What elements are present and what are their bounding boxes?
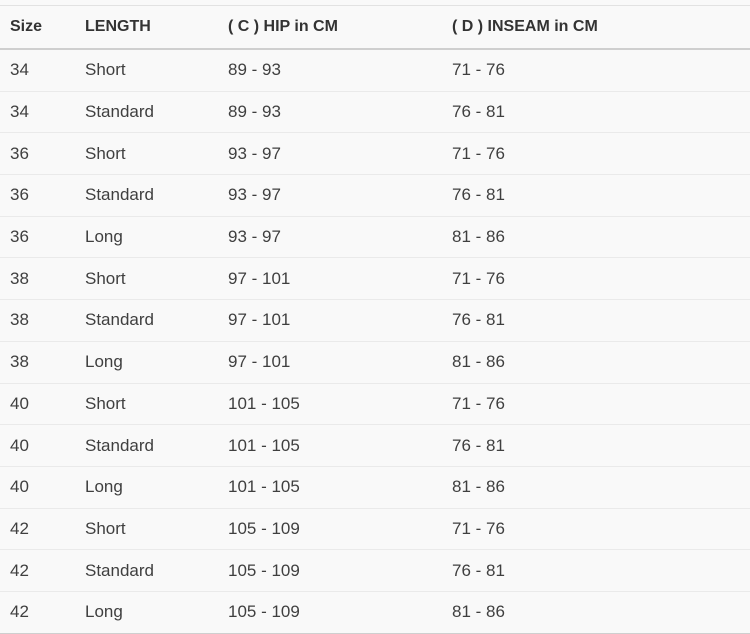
- cell-inseam: 76 - 81: [442, 550, 750, 592]
- table-row: [0, 258, 750, 300]
- cell-size: 36: [0, 216, 75, 258]
- cell-length: Short: [75, 49, 218, 91]
- cell-size: 40: [0, 383, 75, 425]
- cell-size: 42: [0, 508, 75, 550]
- table-row: [0, 49, 750, 91]
- table-header: [0, 6, 750, 50]
- cell-length: Standard: [75, 550, 218, 592]
- cell-length: Short: [75, 133, 218, 175]
- cell-inseam: 81 - 86: [442, 216, 750, 258]
- cell-size: 42: [10, 602, 29, 622]
- cell-hip: 101 - 105: [218, 425, 442, 467]
- header-size: Size: [0, 6, 75, 50]
- cell-hip: 105 - 109: [218, 550, 442, 592]
- cell-hip: 89 - 93: [218, 91, 442, 133]
- cell-size: 40: [0, 466, 75, 508]
- size-chart-table: [0, 5, 750, 634]
- table-row: [0, 508, 750, 550]
- cell-inseam: 81 - 86: [442, 466, 750, 508]
- cell-size: 40: [0, 425, 75, 467]
- table-row: [0, 425, 750, 467]
- cell-inseam: 71 - 76: [442, 508, 750, 550]
- table-body: [0, 49, 750, 634]
- cell-length: Long: [75, 466, 218, 508]
- cell-inseam: 76 - 81: [442, 300, 750, 342]
- table-row: [0, 91, 750, 133]
- cell-size: 34: [0, 91, 75, 133]
- header-row: [0, 6, 750, 50]
- cell-inseam: 71 - 76: [442, 383, 750, 425]
- cell-inseam: 81 - 86: [442, 341, 750, 383]
- cell-hip: 89 - 93: [218, 49, 442, 91]
- table-row: [0, 216, 750, 258]
- cell-hip: 101 - 105: [218, 383, 442, 425]
- cell-hip: 97 - 101: [218, 258, 442, 300]
- cell-hip: 97 - 101: [218, 300, 442, 342]
- cell-length: Short: [75, 383, 218, 425]
- cell-size: 42: [0, 550, 75, 592]
- cell-size: 34: [0, 49, 75, 91]
- cell-size: 38: [0, 258, 75, 300]
- cell-length: Short: [75, 508, 218, 550]
- cell-inseam: 71 - 76: [442, 49, 750, 91]
- cell-length: Standard: [75, 425, 218, 467]
- cell-length: Standard: [75, 300, 218, 342]
- cell-hip: 93 - 97: [218, 133, 442, 175]
- header-inseam: ( D ) INSEAM in CM: [442, 6, 750, 50]
- header-hip: ( C ) HIP in CM: [218, 6, 442, 50]
- table-row: [0, 591, 750, 633]
- table-row: [0, 341, 750, 383]
- table-row: [0, 133, 750, 175]
- cell-length: Long: [75, 216, 218, 258]
- cell-hip: 93 - 97: [218, 216, 442, 258]
- cell-size: 36: [0, 175, 75, 217]
- table-row: [0, 466, 750, 508]
- cell-size: 36: [0, 133, 75, 175]
- cell-hip: 93 - 97: [218, 175, 442, 217]
- cell-inseam: 71 - 76: [442, 258, 750, 300]
- table-row: [0, 175, 750, 217]
- cell-inseam: 71 - 76: [442, 133, 750, 175]
- cell-length: Long: [75, 341, 218, 383]
- cell-hip: 97 - 101: [218, 341, 442, 383]
- cell-length: Standard: [75, 91, 218, 133]
- cell-hip: 101 - 105: [218, 466, 442, 508]
- header-length: LENGTH: [75, 6, 218, 50]
- cell-length: Short: [75, 258, 218, 300]
- cell-inseam: 76 - 81: [442, 175, 750, 217]
- table-row: [0, 383, 750, 425]
- cell-length: Long: [85, 602, 123, 622]
- table-row: [0, 550, 750, 592]
- cell-hip: 105 - 109: [228, 602, 300, 622]
- cell-length: Standard: [75, 175, 218, 217]
- cell-inseam: 76 - 81: [442, 425, 750, 467]
- cell-inseam: 76 - 81: [442, 91, 750, 133]
- cell-size: 38: [0, 341, 75, 383]
- table-row: [0, 300, 750, 342]
- cell-size: 38: [0, 300, 75, 342]
- cell-hip: 105 - 109: [218, 508, 442, 550]
- cell-inseam: 81 - 86: [452, 602, 505, 622]
